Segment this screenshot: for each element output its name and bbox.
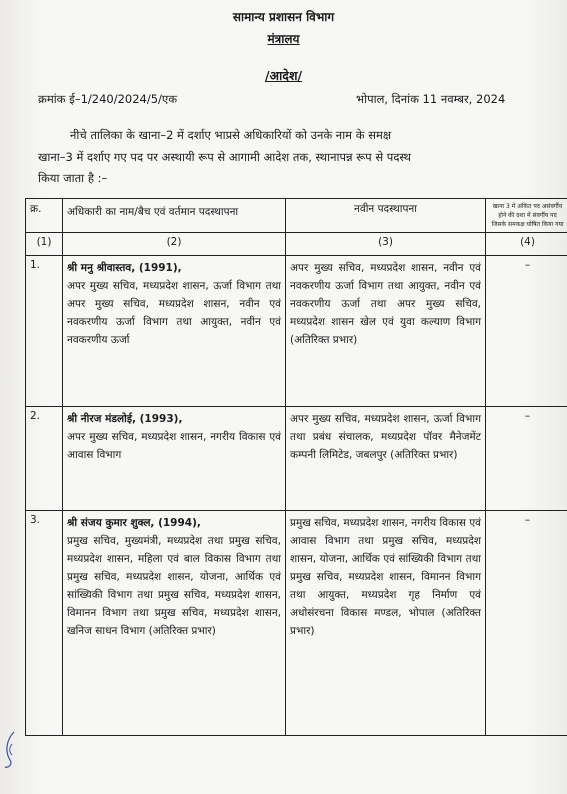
intro-paragraph-line1: नीचे तालिका के खाना–2 में दर्शाए भाप्रसे अधिकारियों को उनके नाम के समक्ष [70,128,392,142]
row-sno: 3. [26,511,63,736]
new-posting: अपर मुख्य सचिव, मध्यप्रदेश शासन, ऊर्जा विभाग तथा प्रबंध संचालक, मध्यप्रदेश पॉवर मैनेजमेंट कम्पनी लिमिटेड, जबलपुर (अतिरिक्त प्रभार) [286,407,486,511]
column-number-row [26,233,567,256]
new-posting: अपर मुख्य सचिव, मध्यप्रदेश शासन, नवीन एवं नवकरणीय ऊर्जा विभाग तथा आयुक्त, नवीन एवं नवकरणीय ऊर्जा तथा अपर मुख्य सचिव, मध्यप्रदेश शासन खेल एवं युवा कल्याण विभाग (अतिरिक्त प्रभार) [286,256,486,407]
header-sno: क्र. [26,199,63,233]
reference-number: क्रमांक ई–1/240/2024/5/एक [38,92,178,106]
new-posting: प्रमुख सचिव, मध्यप्रदेश शासन, नगरीय विकास एवं आवास विभाग तथा प्रमुख सचिव, मध्यप्रदेश शासन, योजना, आर्थिक एवं सांख्यिकी विभाग तथा प्रमुख सचिव, मध्यप्रदेश शासन, विमानन विभाग तथा आयुक्त, मध्यप्रदेश गृह निर्माण एवं अधोसंरचना विकास मण्डल, भोपाल (अतिरिक्त प्रभार) [286,511,486,736]
row-sno: 1. [26,256,63,407]
intro-line3: किया जाता है :– [38,171,108,185]
order-date: भोपाल, दिनांक 11 नवम्बर, 2024 [356,92,506,106]
remarks-cell: – [486,407,567,511]
table-row [26,511,567,736]
col-number: (4) [486,233,567,256]
officer-name: श्री संजय कुमार शुक्ल, (1994), [67,517,201,529]
header-officer: अधिकारी का नाम/बैच एवं वर्तमान पदस्थापना [63,199,286,233]
header-remarks: खाना 3 में अंकित पद असंवर्गीय होने की दशा में संवर्गीय पद जिसके समकक्ष घोषित किया गया [486,199,567,233]
current-posting: प्रमुख सचिव, मुख्यमंत्री, मध्यप्रदेश तथा प्रमुख सचिव, मध्यप्रदेश शासन, महिला एवं बाल विकास विभाग तथा प्रमुख सचिव, मध्यप्रदेश शासन, योजना, आर्थिक एवं सांख्यिकी विभाग तथा प्रमुख सचिव, मध्यप्रदेश शासन, विमानन विभाग तथा प्रमुख सचिव, मध्यप्रदेश शासन, खनिज साधन विभाग (अतिरिक्त प्रभार) [67,535,281,637]
officer-cell [63,256,286,407]
order-title: /आदेश/ [264,68,303,83]
margin-pen-mark [2,730,18,770]
remarks-cell: – [486,511,567,736]
officer-cell [63,511,286,736]
header-new-post: नवीन पदस्थापना [286,199,486,233]
current-posting: अपर मुख्य सचिव, मध्यप्रदेश शासन, नगरीय विकास एवं आवास विभाग [67,431,281,461]
officer-name: श्री नीरज मंडलोई, (1993), [67,413,183,425]
table-row [26,407,567,511]
col-number: (2) [63,233,286,256]
table-header-row [26,199,567,233]
intro-line2: खाना–3 में दर्शाए गए पद पर अस्थायी रूप से आगामी आदेश तक, स्थानापन्न रूप से पदस्थ [38,150,412,164]
col-number: (3) [286,233,486,256]
col-number: (1) [26,233,63,256]
officer-name: श्री मनु श्रीवास्तव, (1991), [67,262,182,274]
row-sno: 2. [26,407,63,511]
ministry-heading: मंत्रालय [267,32,300,46]
current-posting: अपर मुख्य सचिव, मध्यप्रदेश शासन, ऊर्जा विभाग तथा अपर मुख्य सचिव, मध्यप्रदेश शासन, नवीन एवं नवकरणीय ऊर्जा विभाग तथा आयुक्त, नवीन एवं नवकरणीय ऊर्जा [67,280,281,346]
remarks-cell: – [486,256,567,407]
posting-table [25,198,567,736]
intro-paragraph-continued [38,147,513,189]
department-heading: सामान्य प्रशासन विभाग [232,10,335,24]
officer-cell [63,407,286,511]
table-row [26,256,567,407]
